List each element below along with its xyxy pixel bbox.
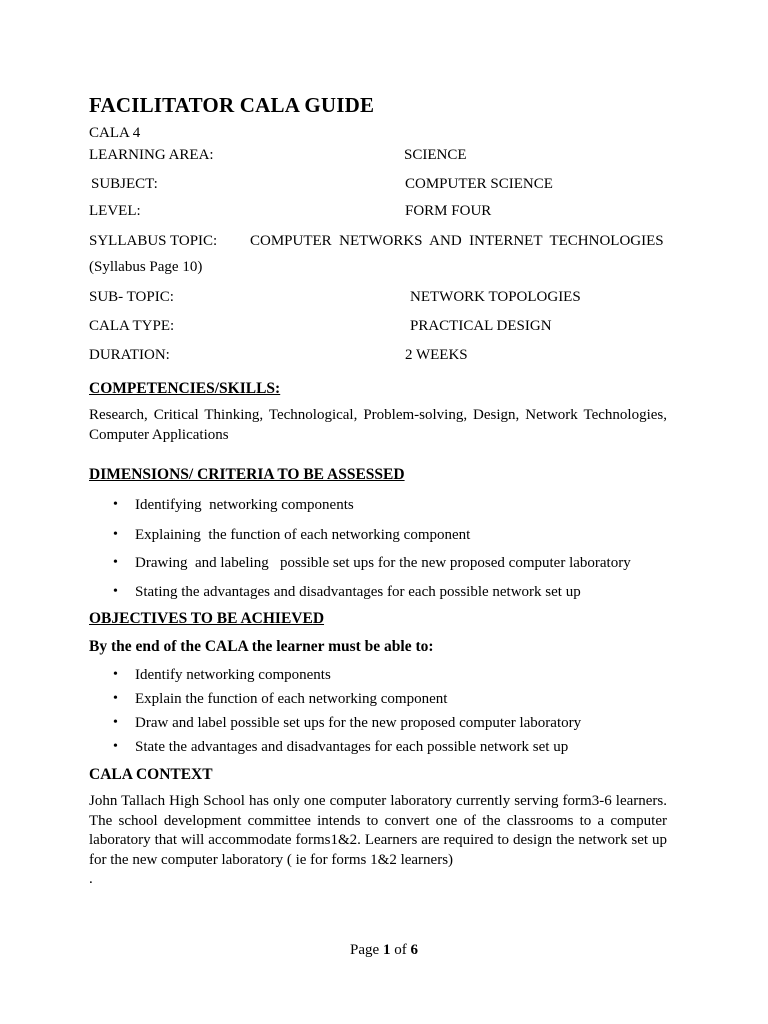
bullet-icon: • bbox=[113, 555, 118, 570]
sub-topic-value: NETWORK TOPOLOGIES bbox=[410, 289, 581, 305]
cala-type-label: CALA TYPE: bbox=[89, 318, 175, 334]
context-trailing-mark: . bbox=[89, 871, 93, 887]
bullet-icon: • bbox=[113, 527, 118, 542]
level-value: FORM FOUR bbox=[405, 203, 492, 219]
of-word: of bbox=[394, 942, 407, 958]
bullet-icon: • bbox=[113, 667, 118, 682]
learning-area-label: LEARNING AREA: bbox=[89, 147, 214, 163]
bullet-icon: • bbox=[113, 584, 118, 599]
list-item: State the advantages and disadvantages for each possible network set up bbox=[135, 739, 569, 755]
page-footer bbox=[0, 942, 768, 959]
list-item: Draw and label possible set ups for the new proposed computer laboratory bbox=[135, 715, 582, 731]
cala-number: CALA 4 bbox=[89, 125, 141, 141]
level-label: LEVEL: bbox=[89, 203, 141, 219]
bullet-icon: • bbox=[113, 739, 118, 754]
bullet-icon: • bbox=[113, 691, 118, 706]
learning-area-value: SCIENCE bbox=[404, 147, 467, 163]
duration-label: DURATION: bbox=[89, 347, 170, 363]
objectives-heading: OBJECTIVES TO BE ACHIEVED bbox=[89, 610, 325, 627]
bullet-icon: • bbox=[113, 715, 118, 730]
duration-value: 2 WEEKS bbox=[405, 347, 468, 363]
objectives-intro: By the end of the CALA the learner must be able to: bbox=[89, 638, 434, 655]
competencies-heading: COMPETENCIES/SKILLS: bbox=[89, 380, 281, 397]
syllabus-topic-value: COMPUTER NETWORKS AND INTERNET TECHNOLOGIES bbox=[250, 233, 664, 249]
list-item: Identify networking components bbox=[135, 667, 331, 683]
cala-type-value: PRACTICAL DESIGN bbox=[410, 318, 552, 334]
list-item: Explain the function of each networking component bbox=[135, 691, 448, 707]
sub-topic-label: SUB- TOPIC: bbox=[89, 289, 174, 305]
competencies-text: Research, Critical Thinking, Technological, Problem-solving, Design, Network Technologies, Computer Applications bbox=[89, 407, 667, 443]
syllabus-topic-label: SYLLABUS TOPIC: bbox=[89, 233, 218, 249]
bullet-icon: • bbox=[113, 497, 118, 512]
context-heading: CALA CONTEXT bbox=[89, 766, 213, 783]
page-word: Page bbox=[350, 942, 380, 958]
page-total: 6 bbox=[410, 942, 418, 958]
context-text: John Tallach High School has only one computer laboratory currently serving form3-6 learners. The school development committee intends to convert one of the classrooms to a computer laboratory that will accommodate forms1&2. Learners are required to design the network set up for the new computer laboratory ( ie for forms 1&2 learners) bbox=[89, 793, 667, 868]
page-current: 1 bbox=[382, 942, 391, 958]
list-item: Stating the advantages and disadvantages for each possible network set up bbox=[135, 584, 581, 600]
dimensions-heading: DIMENSIONS/ CRITERIA TO BE ASSESSED bbox=[89, 466, 405, 483]
subject-value: COMPUTER SCIENCE bbox=[405, 176, 553, 192]
list-item: Identifying networking components bbox=[135, 497, 354, 513]
list-item: Explaining the function of each networking component bbox=[135, 527, 471, 543]
document-title: FACILITATOR CALA GUIDE bbox=[89, 93, 375, 117]
subject-label: SUBJECT: bbox=[91, 176, 158, 192]
list-item: Drawing and labeling possible set ups for the new proposed computer laboratory bbox=[135, 555, 631, 571]
syllabus-page: (Syllabus Page 10) bbox=[89, 259, 203, 275]
